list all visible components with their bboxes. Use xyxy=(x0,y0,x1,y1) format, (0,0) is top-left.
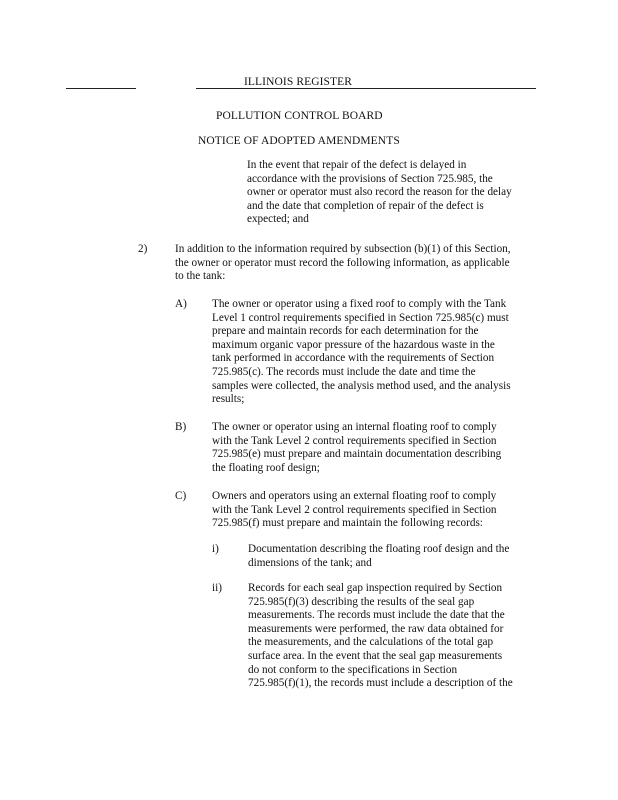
item-c-paragraph xyxy=(212,490,497,531)
text-line: Owners and operators using an external floating roof to comply xyxy=(212,490,497,502)
item-b-paragraph xyxy=(212,421,501,475)
item-c-marker: C) xyxy=(175,490,187,502)
text-line: the floating roof design; xyxy=(212,461,320,474)
text-line: 725.985(f)(1), the records must include a description of the xyxy=(248,677,513,690)
text-line: 725.985(e) must prepare and maintain documentation describing xyxy=(212,448,502,461)
text-line: with the Tank Level 2 control requirements specified in Section xyxy=(212,434,497,447)
item-2-marker: 2) xyxy=(138,243,148,255)
text-line: the owner or operator must record the following information, as applicable xyxy=(175,256,510,269)
notice-title: NOTICE OF ADOPTED AMENDMENTS xyxy=(198,135,400,147)
text-line: surface area. In the event that the seal gap measurements xyxy=(248,649,503,662)
agency-title: POLLUTION CONTROL BOARD xyxy=(216,110,383,122)
text-line: samples were collected, the analysis method used, and the analysis xyxy=(212,379,511,392)
text-line: Level 1 control requirements specified in Section 725.985(c) must xyxy=(212,311,509,324)
text-line: In addition to the information required by subsection (b)(1) of this Section, xyxy=(175,243,511,255)
text-line: Records for each seal gap inspection required by Section xyxy=(248,582,503,594)
text-line: the measurements, and the calculations of the total gap xyxy=(248,636,494,649)
item-c-ii-marker: ii) xyxy=(212,582,222,594)
item-c-i-paragraph xyxy=(248,543,509,570)
item-b-marker: B) xyxy=(175,421,187,433)
text-line: to the tank: xyxy=(175,270,226,283)
text-line: with the Tank Level 2 control requirements specified in Section xyxy=(212,503,497,516)
text-line: owner or operator must also record the reason for the delay xyxy=(247,186,512,199)
register-title: ILLINOIS REGISTER xyxy=(244,76,353,88)
text-line: 725.985(f)(3) describing the results of the seal gap xyxy=(248,595,475,608)
text-line: dimensions of the tank; and xyxy=(248,556,372,569)
text-line: measurements. The records must include the date that the xyxy=(248,609,505,622)
text-line: In the event that repair of the defect is delayed in xyxy=(247,159,467,171)
text-line: measurements were performed, the raw data obtained for xyxy=(248,622,504,635)
text-line: do not conform to the specifications in Section xyxy=(248,663,458,676)
item-c-ii-paragraph xyxy=(248,582,513,691)
item-a-marker: A) xyxy=(175,298,187,310)
text-line: accordance with the provisions of Section 725.985, the xyxy=(247,172,493,185)
item-a-paragraph xyxy=(212,298,511,407)
text-line: expected; and xyxy=(247,213,309,226)
text-line: The owner or operator using an internal floating roof to comply xyxy=(212,421,497,433)
header-rule-left xyxy=(66,88,136,89)
text-line: tank performed in accordance with the requirements of Section xyxy=(212,352,495,365)
text-line: 725.985(c). The records must include the date and time the xyxy=(212,365,476,378)
text-line: prepare and maintain records for each determination for the xyxy=(212,325,479,338)
text-line: maximum organic vapor pressure of the hazardous waste in the xyxy=(212,338,495,351)
text-line: 725.985(f) must prepare and maintain the following records: xyxy=(212,517,483,530)
continuation-paragraph xyxy=(247,159,512,227)
header-rule-right xyxy=(196,88,536,89)
text-line: and the date that completion of repair of the defect is xyxy=(247,199,484,212)
text-line: Documentation describing the floating roof design and the xyxy=(248,543,510,555)
item-2-paragraph xyxy=(175,243,511,284)
item-c-i-marker: i) xyxy=(212,543,219,555)
text-line: results; xyxy=(212,393,245,406)
text-line: The owner or operator using a fixed roof to comply with the Tank xyxy=(212,298,507,310)
